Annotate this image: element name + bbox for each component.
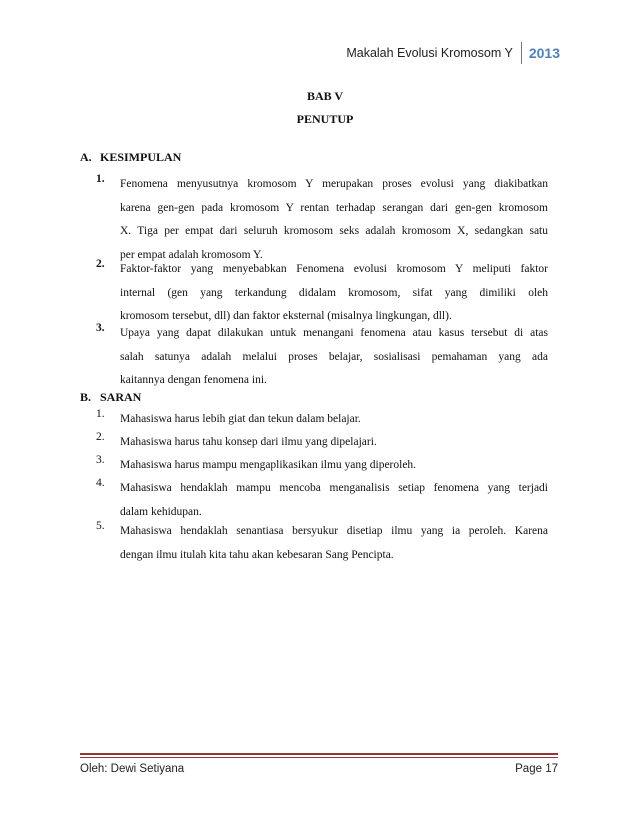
section-a-letter: A.: [80, 150, 92, 164]
suggestion-item: [96, 477, 548, 524]
suggestion-item-number: 1.: [96, 408, 105, 420]
text-line: per empat adalah kromosom Y.: [120, 248, 263, 261]
conclusion-item-number: 1.: [96, 173, 105, 185]
header-title: Makalah Evolusi Kromosom Y: [346, 46, 513, 60]
text-line: Mahasiswa hendaklah mampu mencoba menganalisis setiap fenomena yang terjadi: [120, 482, 548, 494]
text-line: Upaya yang dapat dilakukan untuk menangani fenomena atau kasus tersebut di atas: [120, 327, 548, 339]
conclusion-item: [96, 173, 548, 267]
text-line: Fenomena menyusutnya kromosom Y merupakan proses evolusi yang diakibatkan: [120, 178, 548, 190]
suggestion-item: [96, 408, 548, 432]
suggestion-item-number: 2.: [96, 431, 105, 443]
text-line: X. Tiga per empat dari seluruh kromosom seks adalah kromosom X, sedangkan satu: [120, 225, 548, 237]
text-line: dengan ilmu itulah kita tahu akan kebesaran Sang Pencipta.: [120, 548, 394, 561]
chapter-number: BAB V: [306, 89, 344, 103]
text-line: Mahasiswa hendaklah senantiasa bersyukur disetiap ilmu yang ia peroleh. Karena: [120, 525, 548, 537]
conclusion-item: [96, 322, 548, 393]
conclusion-item-number: 2.: [96, 258, 105, 270]
page-header: [346, 42, 560, 64]
section-b-letter: B.: [80, 390, 92, 404]
suggestion-item: [96, 520, 548, 567]
footer-page-number: Page 17: [515, 763, 558, 775]
suggestion-item-number: 3.: [96, 454, 105, 466]
conclusion-item: [96, 258, 548, 329]
text-line: kromosom tersebut, dll) dan faktor eksternal (misalnya lingkungan, dll).: [120, 310, 452, 322]
text-line: Mahasiswa harus tahu konsep dari ilmu yang dipelajari.: [120, 436, 377, 448]
text-line: Faktor-faktor yang menyebabkan Fenomena evolusi kromosom Y meliputi faktor: [120, 263, 548, 275]
suggestion-item-number: 5.: [96, 520, 105, 532]
text-line: Mahasiswa harus lebih giat dan tekun dalam belajar.: [120, 413, 361, 425]
text-line: karena gen-gen pada kromosom Y rentan terhadap serangan dari gen-gen kromosom: [120, 201, 548, 214]
header-year: 2013: [528, 45, 560, 61]
text-line: salah satunya adalah melalui proses belajar, sosialisasi pemahaman yang ada: [120, 350, 548, 363]
chapter-title: PENUTUP: [296, 112, 354, 126]
text-line: kaitannya dengan fenomena ini.: [120, 374, 267, 386]
section-a-heading: [80, 150, 181, 165]
conclusion-item-number: 3.: [96, 322, 105, 334]
suggestion-item: [96, 454, 548, 478]
footer-rule: [80, 753, 558, 755]
suggestion-item: [96, 431, 548, 455]
footer-rule-thin: [80, 757, 558, 758]
text-line: Mahasiswa harus mampu mengaplikasikan ilmu yang diperoleh.: [120, 459, 417, 471]
section-b-heading: [80, 390, 141, 405]
text-line: dalam kehidupan.: [120, 505, 202, 518]
footer-author: Oleh: Dewi Setiyana: [80, 763, 185, 775]
section-b-title: SARAN: [100, 390, 142, 404]
suggestion-item-number: 4.: [96, 477, 105, 489]
section-a-title: KESIMPULAN: [100, 150, 182, 164]
text-line: internal (gen yang terkandung didalam kromosom, sifat yang dimiliki oleh: [120, 286, 548, 299]
